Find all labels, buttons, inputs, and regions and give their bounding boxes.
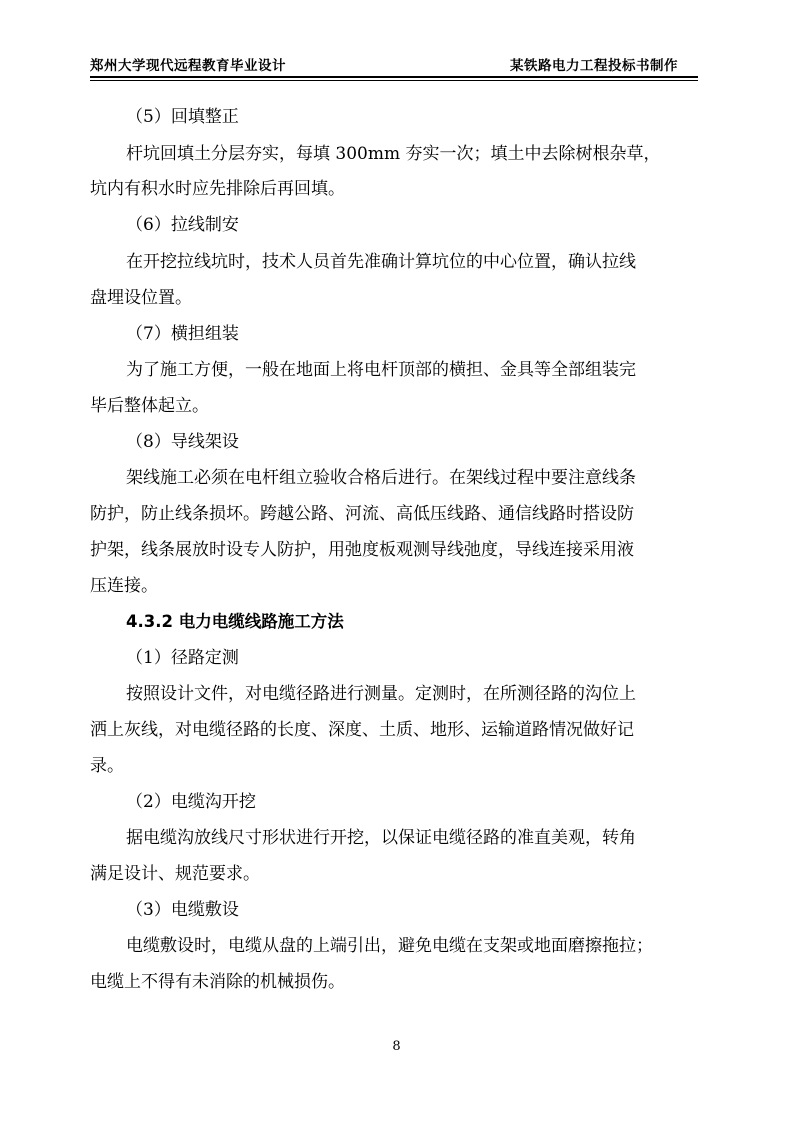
paragraph-line: 杆坑回填土分层夯实，每填 300mm 夯实一次；填土中去除树根杂草， [126,144,661,164]
paragraph-line: 坑内有积水时应先排除后再回填。 [90,179,345,199]
subheading-crossarm: （7）横担组装 [126,324,239,344]
section-heading: 4.3.2 电力电缆线路施工方法 [126,612,344,631]
page-header [90,52,698,74]
paragraph-line: 满足设计、规范要求。 [90,864,260,884]
paragraph-line: 毕后整体起立。 [90,396,209,416]
paragraph-line: 据电缆沟放线尺寸形状进行开挖，以保证电缆径路的准直美观，转角 [126,828,636,848]
paragraph-line: 电缆敷设时，电缆从盘的上端引出，避免电缆在支架或地面磨擦拖拉； [126,936,653,956]
subheading-backfill: （5）回填整正 [126,107,239,127]
header-left-title: 郑州大学现代远程教育毕业设计 [90,58,286,74]
paragraph-line: 按照设计文件，对电缆径路进行测量。定测时，在所测径路的沟位上 [126,684,636,704]
paragraph-line: 盘埋设位置。 [90,288,192,308]
paragraph-line: 压连接。 [90,576,158,596]
paragraph-line: 防护，防止线条损坏。跨越公路、河流、高低压线路、通信线路时搭设防 [90,504,634,524]
header-rule-thick [90,76,698,78]
header-right-title: 某铁路电力工程投标书制作 [510,58,678,74]
paragraph-line: 在开挖拉线坑时，技术人员首先准确计算坑位的中心位置，确认拉线 [126,252,636,272]
paragraph-line: 电缆上不得有未消除的机械损伤。 [90,972,345,992]
subheading-cable-laying: （3）电缆敷设 [126,900,239,920]
paragraph-line: 洒上灰线，对电缆径路的长度、深度、土质、地形、运输道路情况做好记 [90,720,634,740]
paragraph-line: 为了施工方便，一般在地面上将电杆顶部的横担、金具等全部组装完 [126,360,636,380]
subheading-trench: （2）电缆沟开挖 [126,792,256,812]
paragraph-line: 架线施工必须在电杆组立验收合格后进行。在架线过程中要注意线条 [126,468,636,488]
subheading-route-survey: （1）径路定测 [126,648,239,668]
subheading-conductor: （8）导线架设 [126,432,239,452]
page-number: 8 [392,1039,401,1054]
paragraph-line: 护架，线条展放时设专人防护，用弛度板观测导线弛度，导线连接采用液 [90,540,634,560]
paragraph-line: 录。 [90,756,124,776]
subheading-guy-wire: （6）拉线制安 [126,215,239,235]
header-rule-thin [90,80,698,81]
